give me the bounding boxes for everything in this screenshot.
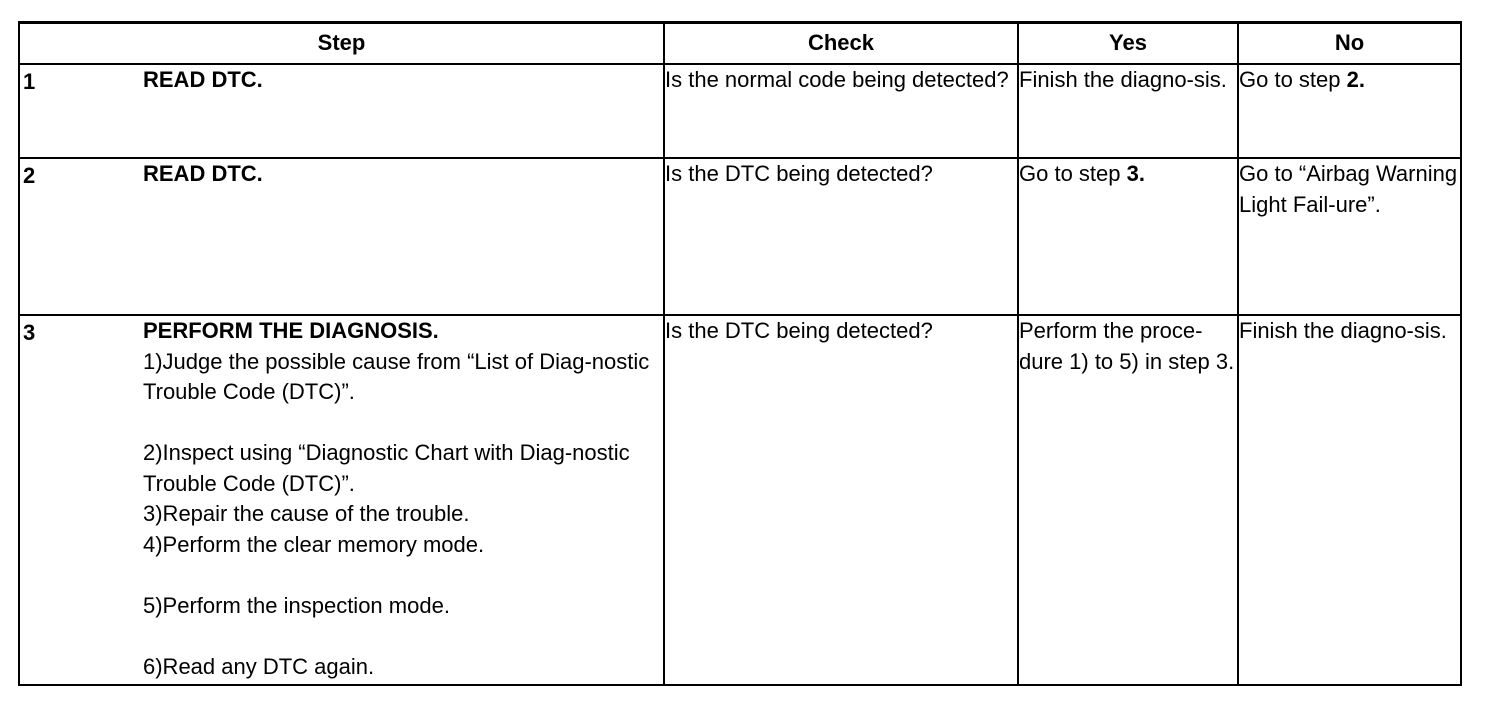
step-title: PERFORM THE DIAGNOSIS. — [143, 318, 439, 343]
step-reference: 3. — [1126, 161, 1145, 186]
substep-6: 6)Read any DTC again. — [143, 653, 375, 679]
step-cell — [19, 315, 664, 685]
substep-3: 3)Repair the cause of the trouble. — [143, 501, 470, 526]
no-cell: Go to “Airbag Warning Light Fail-ure”. — [1238, 158, 1461, 315]
step-title: READ DTC. — [143, 161, 263, 186]
header-check: Check — [664, 23, 1018, 65]
step-title: READ DTC. — [143, 67, 263, 92]
substep-4: 4)Perform the clear memory mode. — [143, 531, 485, 557]
yes-cell: Finish the diagno-sis. — [1018, 64, 1238, 158]
step-cell — [19, 158, 664, 315]
step-body — [143, 159, 663, 190]
substep-5: 5)Perform the inspection mode. — [143, 592, 450, 618]
step-body — [143, 65, 663, 96]
check-cell: Is the normal code being detected? — [664, 64, 1018, 158]
header-yes: Yes — [1018, 23, 1238, 65]
diagnostic-table — [18, 21, 1462, 686]
no-cell: Finish the diagno-sis. — [1238, 315, 1461, 685]
table-row — [19, 64, 1461, 158]
step-reference: 2. — [1346, 67, 1365, 92]
no-text: Go to step — [1239, 67, 1347, 92]
step-number: 3 — [23, 320, 36, 345]
check-cell: Is the DTC being detected? — [664, 315, 1018, 685]
yes-cell — [1018, 158, 1238, 315]
substep-1: 1)Judge the possible cause from “List of Diag-nostic Trouble Code (DTC)”. — [143, 348, 650, 404]
step-cell — [19, 64, 664, 158]
no-cell — [1238, 64, 1461, 158]
header-no: No — [1238, 23, 1461, 65]
table-row — [19, 158, 1461, 315]
header-step: Step — [19, 23, 664, 65]
table-header-row — [19, 23, 1461, 65]
step-body — [143, 316, 663, 682]
yes-text: Go to step — [1019, 161, 1127, 186]
substep-2: 2)Inspect using “Diagnostic Chart with Diag-nostic Trouble Code (DTC)”. — [143, 440, 630, 496]
yes-cell: Perform the proce-dure 1) to 5) in step 3. — [1018, 315, 1238, 685]
check-cell: Is the DTC being detected? — [664, 158, 1018, 315]
step-number: 1 — [23, 69, 36, 94]
step-number: 2 — [23, 163, 36, 188]
table-row — [19, 315, 1461, 685]
